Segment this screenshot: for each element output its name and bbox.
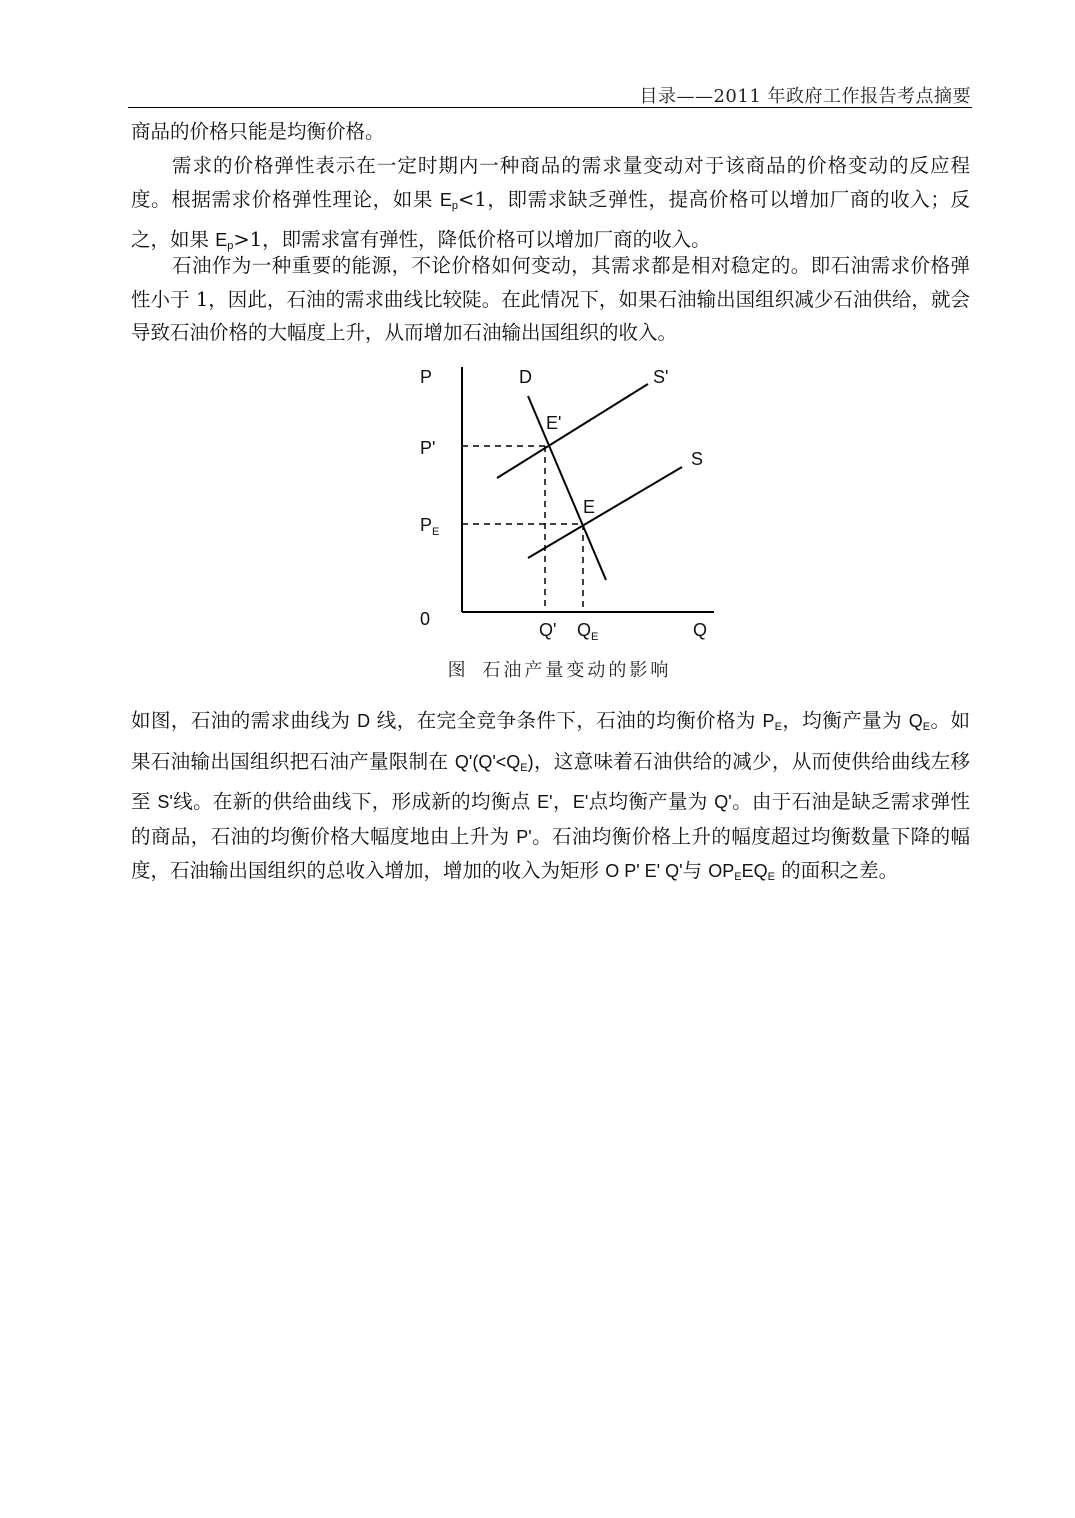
label-q-prime: Q' [539, 620, 557, 640]
paragraph-1: 商品的价格只能是均衡价格。 [131, 120, 385, 143]
header-divider [128, 107, 972, 108]
label-p-prime: P' [420, 438, 436, 458]
label-qe: $Q_E$ [577, 620, 599, 643]
label-p-axis: P [420, 367, 433, 387]
demand-curve [528, 396, 606, 580]
label-q-axis: Q [693, 620, 708, 640]
figure-caption: 图 石油产量变动的影响 [447, 660, 672, 681]
supply-demand-diagram [400, 355, 740, 655]
supply-curve [528, 467, 682, 558]
label-d: D [519, 367, 532, 387]
label-s-prime: S' [653, 367, 669, 387]
label-s: S [691, 449, 704, 469]
page-header-title: 目录——2011 年政府工作报告考点摘要 [639, 86, 971, 107]
label-origin: 0 [420, 609, 431, 629]
paragraph-3: 石油作为一种重要的能源，不论价格如何变动，其需求都是相对稳定的。即石油需求价格弹性小于 1，因此，石油的需求曲线比较陡。在此情况下，如果石油输出国组织减少石油供给，就会导致石油价格的大幅度上升，从而增加石油输出国组织的收入。 [131, 254, 970, 344]
label-e-prime: E' [546, 413, 562, 433]
paragraph-2: 需求的价格弹性表示在一定时期内一种商品的需求量变动对于该商品的价格变动的反应程度。根据需求价格弹性理论，如果 $E_p<1$，即需求缺乏弹性，提高价格可以增加厂商的收入；反之，如果 $E_p>1$，即需求富有弹性，降低价格可以增加厂商的收入。 [131, 154, 971, 252]
label-pe: $P_E$ [420, 515, 440, 538]
label-e: E [583, 497, 596, 517]
paragraph-4: 如图，石油的需求曲线为 D 线，在完全竞争条件下，石油的均衡价格为 $P_E$，均衡产量为 $Q_E$。如果石油输出国组织把石油产量限制在 $Q'(Q'<Q_E)$，这意味着石油供给的减少，从而使供给曲线左移至 S'线。在新的供给曲线下，形成新的均衡点 E'，E'点均衡产量为 Q'。由于石油是缺乏需求弹性的商品，石油的均衡价格大幅度地由上升为 P'。石油均衡价格上升的幅度超过均衡数量下降的幅度，石油输出国组织的总收入增加，增加的收入为矩形 O P' E' Q'与 $OP_EEQ_E$ 的面积之差。 [131, 709, 970, 883]
supply-curve-new [497, 384, 648, 478]
